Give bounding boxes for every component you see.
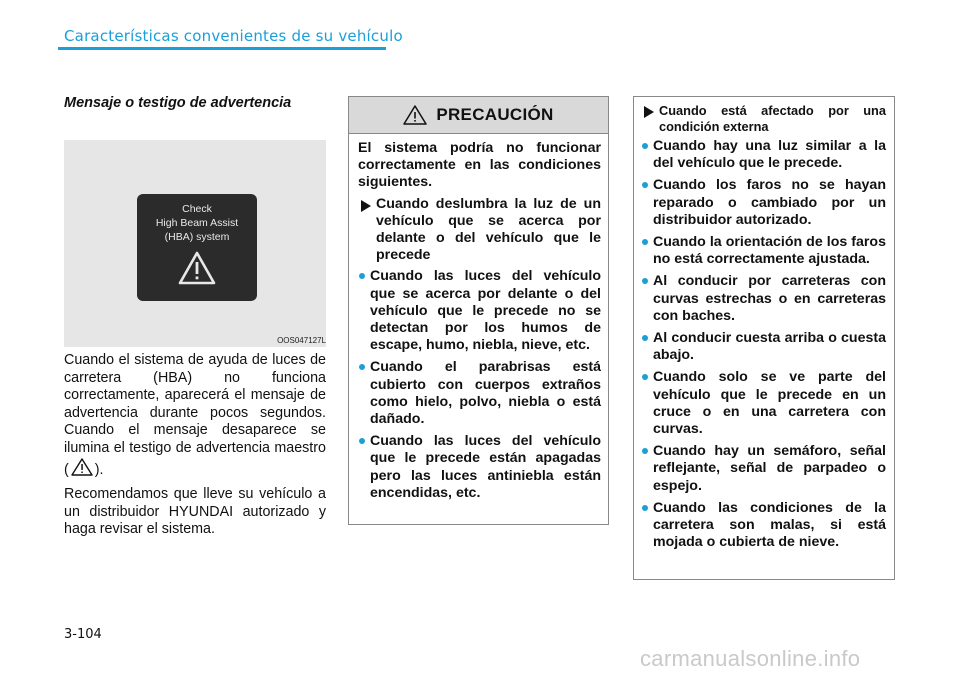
section-title: Mensaje o testigo de advertencia <box>64 95 292 111</box>
bullet-dot-icon <box>642 182 648 188</box>
bullet-dot-icon <box>642 448 648 454</box>
figure-code: OOS047127L <box>277 336 326 345</box>
caution-bullet-text: Cuando el parabrisas está cubierto con cuerpos extraños como hielo, polvo, niebla o está dañado. <box>370 359 601 428</box>
continuation-bullet <box>641 369 886 438</box>
caution-arrow-text: Cuando deslumbra la luz de un vehículo que se acerca por delante o del vehículo que le precede <box>376 195 601 264</box>
continuation-bullet <box>641 234 886 268</box>
arrow-right-icon <box>361 200 371 212</box>
cluster-display <box>137 194 257 301</box>
continuation-bullet-text: Cuando hay un semáforo, señal reflejante, señal de parpadeo o espejo. <box>653 443 886 494</box>
bullet-dot-icon <box>359 438 365 444</box>
header-rule <box>58 47 386 50</box>
warning-triangle-icon <box>178 251 216 290</box>
continuation-bullet <box>641 177 886 229</box>
continuation-bullet-text: Cuando los faros no se hayan reparado o cambiado por un distribuidor autorizado. <box>653 177 886 228</box>
warning-triangle-icon <box>71 458 93 482</box>
paragraph-text: Cuando el sistema de ayuda de luces de carretera (HBA) no funciona correctamente, aparecerá el mensaje de advertencia durante pocos segundos. Cuando el mensaje desaparece se ilumina el testigo de advertencia maestro ( <box>64 352 326 478</box>
caution-bullet-text: Cuando las luces del vehículo que le precede están apagadas pero las luces antiniebla están encendidas, etc. <box>370 433 601 501</box>
continuation-bullet <box>641 500 886 552</box>
continuation-bullet-text: Cuando la orientación de los faros no está correctamente ajustada. <box>653 234 886 268</box>
continuation-bullet-text: Cuando solo se ve parte del vehículo que le precede en un cruce o en una carretera con curvas. <box>653 369 886 438</box>
paragraph-hba-warning <box>64 352 326 481</box>
bullet-dot-icon <box>359 364 365 370</box>
bullet-dot-icon <box>642 239 648 245</box>
caution-bullet <box>358 433 601 502</box>
caution-bullet <box>358 268 601 354</box>
cluster-message-line3: (HBA) system <box>164 231 230 243</box>
bullet-dot-icon <box>642 143 648 149</box>
caution-header <box>349 97 608 134</box>
cluster-message <box>137 202 257 244</box>
paragraph-recommendation: Recomendamos que lleve su vehículo a un distribuidor HYUNDAI autorizado y haga revisar el sistema. <box>64 486 326 538</box>
arrow-right-icon <box>644 106 654 118</box>
caution-title: PRECAUCIÓN <box>436 105 554 124</box>
section-header-title: Características convenientes de su vehículo <box>64 27 403 45</box>
caution-box <box>348 96 609 525</box>
continuation-bullet-text: Al conducir cuesta arriba o cuesta abajo. <box>653 330 886 364</box>
continuation-bullet-text: Cuando las condiciones de la carretera son malas, si está mojada o cubierta de nieve. <box>653 499 886 551</box>
caution-intro: El sistema podría no funcionar correctamente en las condiciones siguientes. <box>358 140 601 191</box>
watermark: carmanualsonline.info <box>640 646 861 671</box>
bullet-dot-icon <box>642 278 648 284</box>
continuation-bullet <box>641 138 886 172</box>
page-number: 3-104 <box>64 627 102 642</box>
continuation-bullet <box>641 330 886 364</box>
caution-bullet-text: Cuando las luces del vehículo que se acerca por delante o del vehículo que le precede no se detectan por los humos de escape, humo, niebla, nieve, etc. <box>370 268 601 354</box>
bullet-dot-icon <box>642 374 648 380</box>
instrument-cluster-figure <box>64 140 326 347</box>
paragraph-text-end: ). <box>94 461 104 478</box>
bullet-dot-icon <box>642 505 648 511</box>
continuation-bullet-text: Al conducir por carreteras con curvas estrechas o en carreteras con baches. <box>653 273 886 324</box>
caution-bullet <box>358 359 601 428</box>
cluster-message-line2: High Beam Assist <box>155 217 239 229</box>
caution-body <box>349 134 608 502</box>
bullet-dot-icon <box>642 335 648 341</box>
continuation-bullet <box>641 273 886 325</box>
continuation-bullet-text: Cuando hay una luz similar a la del vehículo que le precede. <box>653 138 886 172</box>
cluster-message-line1: Check <box>182 203 212 215</box>
continuation-bullet <box>641 443 886 495</box>
continuation-body <box>634 97 894 551</box>
caution-continuation-box <box>633 96 895 580</box>
continuation-arrow-item <box>641 103 886 134</box>
body-text <box>64 352 326 544</box>
continuation-arrow-text: Cuando está afectado por una condición externa <box>659 103 886 134</box>
warning-triangle-icon <box>403 105 427 125</box>
caution-arrow-item <box>358 196 601 265</box>
bullet-dot-icon <box>359 273 365 279</box>
